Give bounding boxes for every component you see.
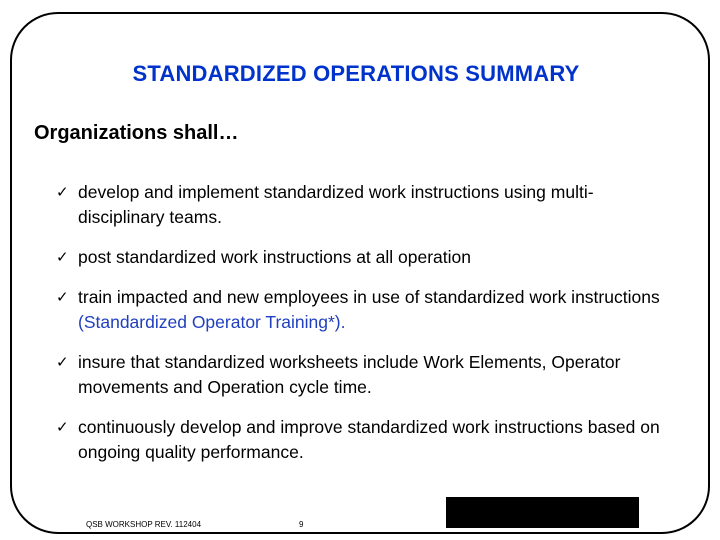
checkmark-icon: ✓ xyxy=(56,289,69,306)
checkmark-icon: ✓ xyxy=(56,354,69,371)
bullet-list xyxy=(56,180,666,465)
checkmark-icon: ✓ xyxy=(56,419,69,436)
bullet-item xyxy=(56,180,666,230)
bullet-item xyxy=(56,350,666,400)
footer-label: QSB WORKSHOP REV. 112404 xyxy=(86,520,202,529)
bullet-text: post standardized work instructions at all operation xyxy=(78,247,471,267)
bullet-highlight: (Standardized Operator Training*). xyxy=(78,312,346,332)
slide-title: STANDARDIZED OPERATIONS SUMMARY xyxy=(132,61,580,86)
page-number: 9 xyxy=(299,520,304,529)
slide-subtitle: Organizations shall… xyxy=(34,122,239,144)
bullet-item xyxy=(56,285,666,335)
checkmark-icon: ✓ xyxy=(56,249,69,266)
bullet-text: develop and implement standardized work instructions using multi-disciplinary teams. xyxy=(78,182,594,227)
footer-black-bar xyxy=(446,497,639,528)
checkmark-icon: ✓ xyxy=(56,184,69,201)
bullet-text: train impacted and new employees in use of standardized work instructions xyxy=(78,287,660,307)
bullet-item xyxy=(56,245,666,270)
bullet-item xyxy=(56,415,666,465)
bullet-text: insure that standardized worksheets include Work Elements, Operator movements and Operation cycle time. xyxy=(78,352,621,397)
bullet-text: continuously develop and improve standardized work instructions based on ongoing quality performance. xyxy=(78,417,660,462)
